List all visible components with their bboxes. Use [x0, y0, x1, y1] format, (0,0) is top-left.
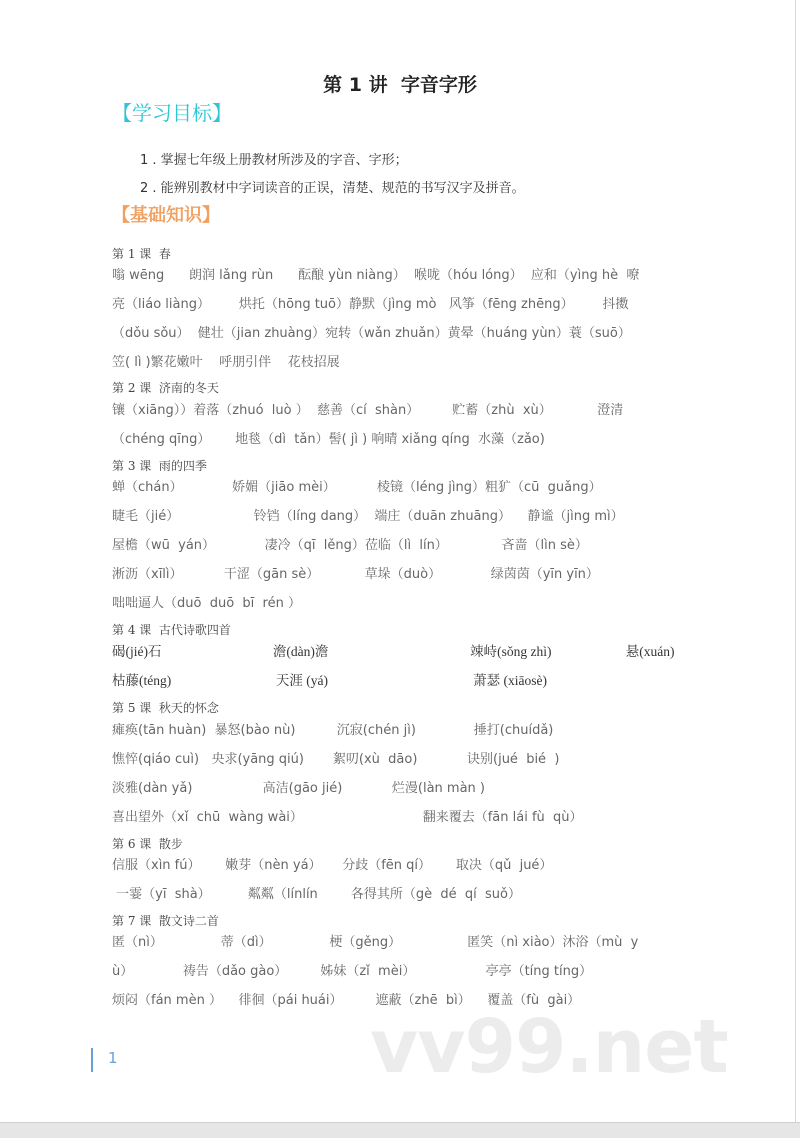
- page-title: 第 1 讲 字音字形: [323, 74, 477, 96]
- page-edge: [795, 0, 796, 1122]
- vocab-line: （chéng qīng） 地毯（dì tǎn）髻( jì ) 响晴 xiǎng qíng 水藻（zǎo): [112, 432, 545, 447]
- vocab-line: 睫毛（jié） 铃铛（líng dang） 端庄（duān zhuāng） 静谧（jìng mì）: [112, 509, 624, 524]
- vocab-line: 亮（liáo liàng） 烘托（hōng tuō）静默（jìng mò 风筝（fēng zhēng） 抖擞: [112, 297, 629, 312]
- vocab-line: 瘫痪(tān huàn) 暴怒(bào nù) 沉寂(chén jì) 捶打(chuídǎ): [112, 723, 554, 738]
- vocab-line: （dǒu sǒu） 健壮（jian zhuàng）宛转（wǎn zhuǎn）黄晕（huáng yùn）蓑（suō）: [112, 326, 631, 341]
- vocab-line: 屋檐（wū yán） 凄冷（qī lěng）莅临（lì lín） 吝啬（lìn sè）: [112, 538, 588, 553]
- lesson-header: 第 1 课 春: [112, 247, 171, 261]
- vocab-line: 嗡 wēng 朗润 lǎng rùn 酝酿 yùn niàng） 喉咙（hóu lóng） 应和（yìng hè 嘹: [112, 268, 640, 283]
- vocab-line: 蝉（chán） 娇媚（jiāo mèi） 棱镜（léng jìng）粗犷（cū guǎng）: [112, 480, 602, 495]
- vocab-line: 淅沥（xīlì） 干涩（gān sè） 草垛（duò） 绿茵茵（yīn yīn）: [112, 567, 599, 582]
- goal-item: 1 . 掌握七年级上册教材所涉及的字音、字形；: [140, 153, 408, 168]
- vocab-line: 咄咄逼人（duō duō bī rén ）: [112, 596, 301, 611]
- goal-item: 2 . 能辨别教材中字词读音的正误，清楚、规范的书写汉字及拼音。: [140, 181, 525, 196]
- watermark: vv99.net: [370, 1004, 728, 1090]
- vocab-line: ù） 祷告（dǎo gào） 姊妹（zǐ mèi） 亭亭（tíng tíng）: [112, 964, 593, 979]
- vocab-line: 匿（nì） 蒂（dì） 梗（gěng） 匿笑（nì xiào）沐浴（mù y: [112, 935, 639, 950]
- vocab-line: 镶（xiāng））着落（zhuó luò ） 慈善（cí shàn） 贮蓄（zhù xù） 澄清: [112, 403, 624, 418]
- lesson-header: 第 5 课 秋天的怀念: [112, 701, 219, 715]
- lesson-header: 第 2 课 济南的冬天: [112, 381, 219, 395]
- vocab-line: 信服（xìn fú） 嫩芽（nèn yá） 分歧（fēn qí） 取决（qǔ jué）: [112, 858, 553, 873]
- vocab-line: 枯藤(téng) 天涯 (yá) 萧瑟 (xiāosè): [112, 673, 547, 688]
- section-heading-basics: 【基础知识】: [112, 205, 220, 226]
- vocab-line: 一霎（yī shà） 粼粼（línlín 各得其所（gè dé qí suǒ）: [112, 887, 521, 902]
- lesson-header: 第 7 课 散文诗二首: [112, 914, 219, 928]
- page-number: 1: [108, 1049, 118, 1067]
- vocab-line: 淡雅(dàn yǎ) 高洁(gāo jié) 烂漫(làn màn ): [112, 781, 485, 796]
- page-number-bar: [91, 1048, 93, 1072]
- vocab-line: 笠( lì )繁花嫩叶 呼朋引伴 花枝招展: [112, 355, 340, 370]
- vocab-line: 碣(jié)石 澹(dàn)澹 竦峙(sǒng zhì) 悬(xuán): [112, 644, 675, 659]
- vocab-line: 憔悴(qiáo cuì) 央求(yāng qiú) 絮叨(xù dāo) 诀别(jué bié ): [112, 752, 560, 767]
- section-heading-goals: 【学习目标】: [112, 101, 232, 125]
- lesson-header: 第 3 课 雨的四季: [112, 459, 207, 473]
- lesson-header: 第 6 课 散步: [112, 837, 183, 851]
- lesson-header: 第 4 课 古代诗歌四首: [112, 623, 231, 637]
- page-bottom-gap: [0, 1122, 800, 1138]
- vocab-line: 烦闷（fán mèn ） 徘徊（pái huái） 遮蔽（zhē bì） 覆盖（fù gài）: [112, 993, 581, 1008]
- vocab-line: 喜出望外（xǐ chū wàng wài） 翻来覆去（fān lái fù qù）: [112, 810, 583, 825]
